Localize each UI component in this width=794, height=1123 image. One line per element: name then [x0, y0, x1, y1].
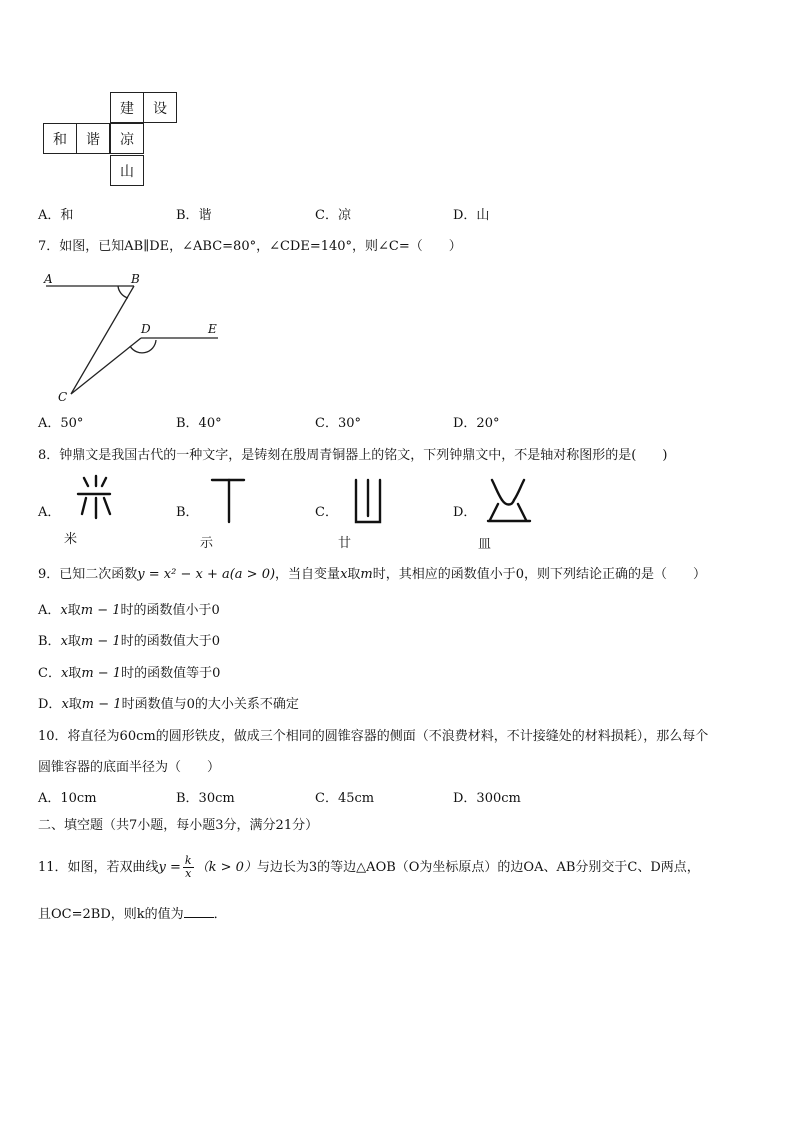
label-d: D: [141, 322, 151, 336]
net-cell: 谐: [76, 123, 110, 154]
q9-option-a: A．x取m − 1时的函数值小于0: [38, 603, 220, 618]
q9-formula: y = x² − x + a(a > 0): [137, 567, 276, 582]
fraction-k-over-x: $\frac{k}{x}$: [184, 854, 192, 880]
q10-stem-line2: 圆锥容器的底面半径为（ ）: [38, 760, 221, 775]
q11-line1: 11．如图，若双曲线y = $\frac{k}{x}$ （k > 0）与边长为3的等边△AOB（O为坐标原点）的边OA、AB分别交于C、D两点，: [38, 854, 700, 880]
bronze-glyph-min-icon: [484, 474, 534, 528]
q10-option-b: B．30cm: [176, 791, 235, 806]
net-cell: 山: [110, 155, 144, 186]
net-cell: 设: [143, 92, 177, 123]
q8-option-a-letter: A．: [38, 505, 61, 520]
answer-blank[interactable]: [184, 905, 214, 918]
net-cell: 凉: [110, 123, 144, 154]
q8-option-b-letter: B．: [176, 505, 199, 520]
q10-option-d: D．300cm: [453, 791, 521, 806]
q8-caption-c: 廿: [338, 536, 352, 551]
q8-stem: 8．钟鼎文是我国古代的一种文字，是铸刻在殷周青铜器上的铭文，下列钟鼎文中，不是轴对称图形的是( ): [38, 448, 668, 463]
q7-option-a: A．50°: [38, 416, 84, 431]
net-cell: 建: [110, 92, 144, 123]
q9-stem: 9．已知二次函数y = x² − x + a(a > 0)，当自变量x取m时，其相应的函数值小于0，则下列结论正确的是（ ）: [38, 567, 707, 582]
bronze-glyph-mi-icon: [74, 472, 114, 522]
q7-stem: 7．如图，已知AB∥DE，∠ABC=80°，∠CDE=140°，则∠C=（ ）: [38, 239, 462, 254]
bronze-glyph-shi-icon: [208, 474, 248, 526]
q7-option-c: C．30°: [315, 416, 361, 431]
q9-option-c: C．x取m − 1时的函数值等于0: [38, 666, 221, 681]
q8-caption-b: 示: [200, 536, 214, 551]
label-e: E: [208, 322, 217, 336]
bronze-glyph-nian-icon: [348, 476, 388, 526]
q9-option-b: B．x取m − 1时的函数值大于0: [38, 634, 220, 649]
q7-option-d: D．20°: [453, 416, 500, 431]
q6-option-d: D．山: [453, 208, 490, 223]
label-a: A: [44, 272, 53, 286]
q7-geometry-figure: [38, 268, 228, 408]
q10-option-a: A．10cm: [38, 791, 97, 806]
q7-option-b: B．40°: [176, 416, 222, 431]
q8-option-d-letter: D．: [453, 505, 477, 520]
q11-line2: 且OC=2BD，则k的值为 ．: [38, 907, 227, 922]
q6-option-c: C．凉: [315, 208, 351, 223]
q10-stem-line1: 10．将直径为60cm的圆形铁皮，做成三个相同的圆锥容器的侧面（不浪费材料，不计接缝处的材料损耗），那么每个: [38, 729, 709, 744]
q9-option-d: D．x取m − 1时函数值与0的大小关系不确定: [38, 697, 299, 712]
label-c: C: [58, 390, 68, 404]
q10-option-c: C．45cm: [315, 791, 375, 806]
q8-caption-a: 米: [64, 532, 78, 547]
q6-option-b: B．谐: [176, 208, 212, 223]
q6-option-a: A．和: [38, 208, 74, 223]
line-bc: [71, 286, 134, 394]
net-cell: 和: [43, 123, 77, 154]
label-b: B: [131, 272, 140, 286]
section-heading: 二、填空题（共7小题，每小题3分，满分21分）: [38, 818, 319, 833]
q8-option-c-letter: C．: [315, 505, 338, 520]
angle-cde-arc: [130, 340, 156, 353]
angle-abc-arc: [118, 286, 128, 298]
q8-caption-d: 皿: [478, 537, 492, 552]
